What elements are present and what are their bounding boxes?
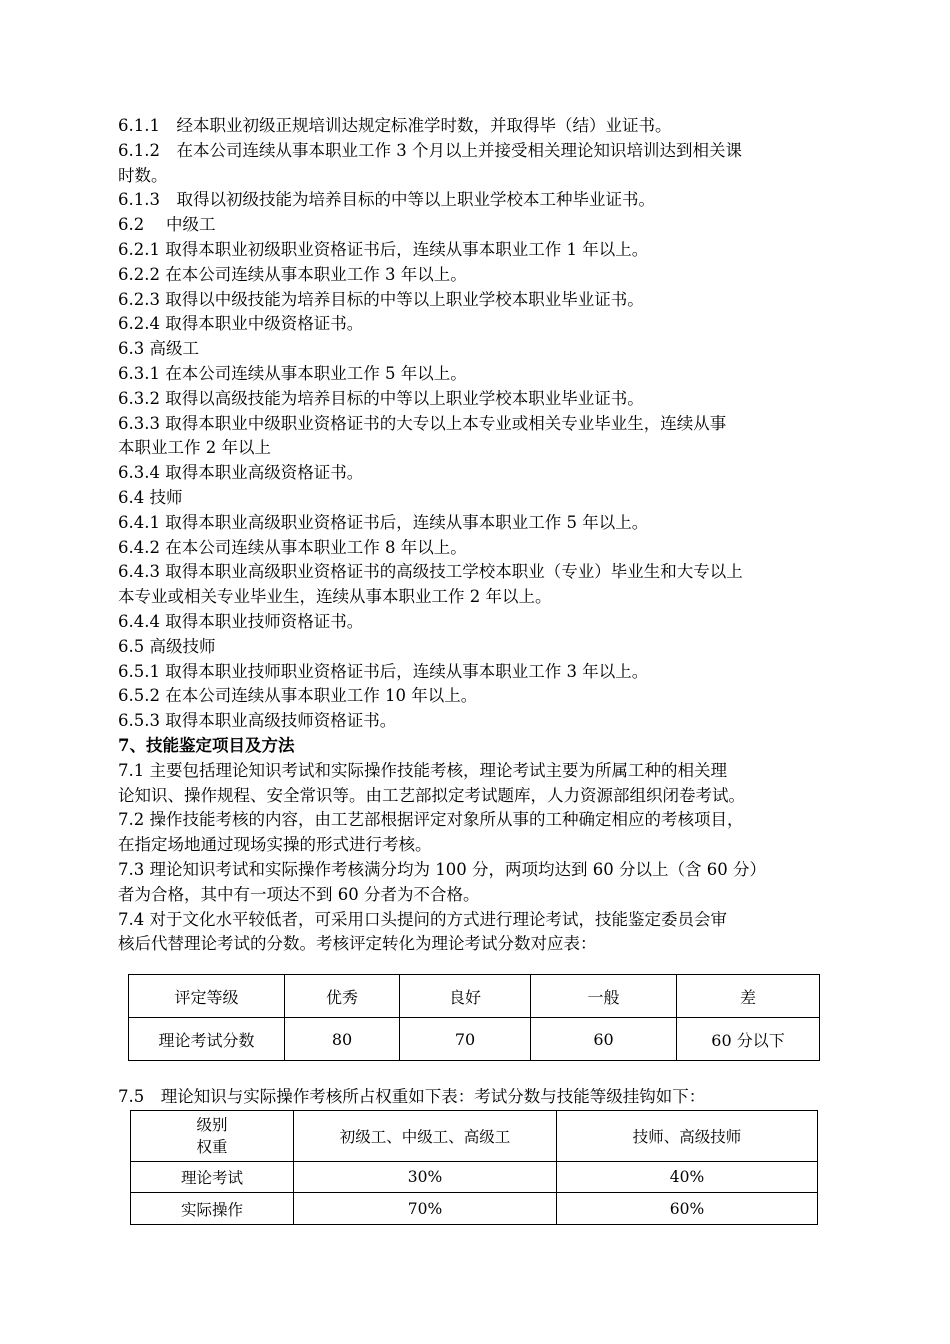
table-header-cell: 初级工、中级工、高级工	[294, 1111, 557, 1162]
text-line: 6.3.1 在本公司连续从事本职业工作 5 年以上。	[118, 363, 467, 383]
text-line: 在指定场地通过现场实操的形式进行考核。	[118, 835, 432, 855]
text-line: 6.1.3 取得以初级技能为培养目标的中等以上职业学校本工种毕业证书。	[118, 190, 655, 210]
section-heading: 7、技能鉴定项目及方法	[118, 735, 295, 755]
text-line: 核后代替理论考试的分数。考核评定转化为理论考试分数对应表：	[118, 934, 597, 954]
text-line: 6.4.3 取得本职业高级职业资格证书的高级技工学校本职业（专业）毕业生和大专以上	[118, 562, 743, 582]
text-line: 6.5 高级技师	[118, 636, 216, 656]
table-cell: 60 分以下	[677, 1018, 820, 1061]
text-line: 6.3.2 取得以高级技能为培养目标的中等以上职业学校本职业毕业证书。	[118, 388, 644, 408]
text-line: 6.5.3 取得本职业高级技师资格证书。	[118, 711, 397, 731]
table-cell: 理论考试	[131, 1162, 294, 1193]
text-line: 6.5.1 取得本职业技师职业资格证书后，连续从事本职业工作 3 年以上。	[118, 661, 649, 681]
table-cell: 30%	[294, 1162, 557, 1193]
text-line: 本专业或相关专业毕业生，连续从事本职业工作 2 年以上。	[118, 587, 552, 607]
text-line: 6.3 高级工	[118, 339, 199, 359]
table-row	[131, 1111, 818, 1162]
text-line: 6.2.1 取得本职业初级职业资格证书后，连续从事本职业工作 1 年以上。	[118, 239, 649, 259]
text-line: 7.2 操作技能考核的内容，由工艺部根据评定对象所从事的工种确定相应的考核项目，	[118, 810, 744, 830]
table-corner-cell	[131, 1111, 294, 1162]
table-cell: 60%	[557, 1193, 818, 1225]
text-line: 6.5.2 在本公司连续从事本职业工作 10 年以上。	[118, 686, 478, 706]
weight-table	[130, 1110, 818, 1225]
table-cell: 理论考试分数	[129, 1018, 285, 1061]
text-line: 论知识、操作规程、安全常识等。由工艺部拟定考试题库，人力资源部组织闭卷考试。	[118, 785, 745, 805]
table-cell: 60	[531, 1018, 677, 1061]
table-header-cell: 一般	[531, 975, 677, 1018]
score-conversion-table	[128, 974, 820, 1061]
table-cell: 80	[285, 1018, 400, 1061]
table-cell: 40%	[557, 1162, 818, 1193]
text-line: 者为合格，其中有一项达不到 60 分者为不合格。	[118, 884, 480, 904]
table-row	[129, 975, 820, 1018]
corner-top-label: 级别	[196, 1116, 228, 1134]
text-line: 6.4 技师	[118, 487, 183, 507]
table-header-cell: 评定等级	[129, 975, 285, 1018]
text-line: 6.2.3 取得以中级技能为培养目标的中等以上职业学校本职业毕业证书。	[118, 289, 644, 309]
table-cell: 70%	[294, 1193, 557, 1225]
text-line: 7.4 对于文化水平较低者，可采用口头提问的方式进行理论考试，技能鉴定委员会审	[118, 909, 727, 929]
text-line: 6.1.2 在本公司连续从事本职业工作 3 个月以上并接受相关理论知识培训达到相关课	[118, 140, 742, 160]
text-line: 6.3.3 取得本职业中级职业资格证书的大专以上本专业或相关专业毕业生，连续从事	[118, 413, 727, 433]
table-row	[131, 1193, 818, 1225]
text-line: 6.3.4 取得本职业高级资格证书。	[118, 463, 364, 483]
table-header-cell: 差	[677, 975, 820, 1018]
text-line: 6.4.2 在本公司连续从事本职业工作 8 年以上。	[118, 537, 467, 557]
table-row	[129, 1018, 820, 1061]
text-line: 6.2.2 在本公司连续从事本职业工作 3 年以上。	[118, 264, 467, 284]
text-line: 6.1.1 经本职业初级正规培训达规定标准学时数，并取得毕（结）业证书。	[118, 116, 672, 135]
text-line: 6.4.4 取得本职业技师资格证书。	[118, 611, 364, 631]
body-text	[118, 114, 843, 957]
text-line: 6.2.4 取得本职业中级资格证书。	[118, 314, 364, 334]
table-header-cell: 良好	[400, 975, 531, 1018]
text-line: 6.2 中级工	[118, 215, 216, 235]
text-line: 时数。	[118, 165, 168, 185]
table-cell: 70	[400, 1018, 531, 1061]
table2-caption: 7.5 理论知识与实际操作考核所占权重如下表：考试分数与技能等级挂钩如下：	[118, 1087, 706, 1106]
table-header-cell: 优秀	[285, 975, 400, 1018]
text-line: 6.4.1 取得本职业高级职业资格证书后，连续从事本职业工作 5 年以上。	[118, 512, 649, 532]
text-line: 7.1 主要包括理论知识考试和实际操作技能考核，理论考试主要为所属工种的相关理	[118, 760, 727, 780]
table-header-cell: 技师、高级技师	[557, 1111, 818, 1162]
table-row	[131, 1162, 818, 1193]
table-cell: 实际操作	[131, 1193, 294, 1225]
text-line: 7.3 理论知识考试和实际操作考核满分均为 100 分，两项均达到 60 分以上（含 60 分）	[118, 859, 766, 879]
corner-bottom-label: 权重	[196, 1138, 228, 1156]
text-line: 本职业工作 2 年以上	[118, 438, 271, 458]
